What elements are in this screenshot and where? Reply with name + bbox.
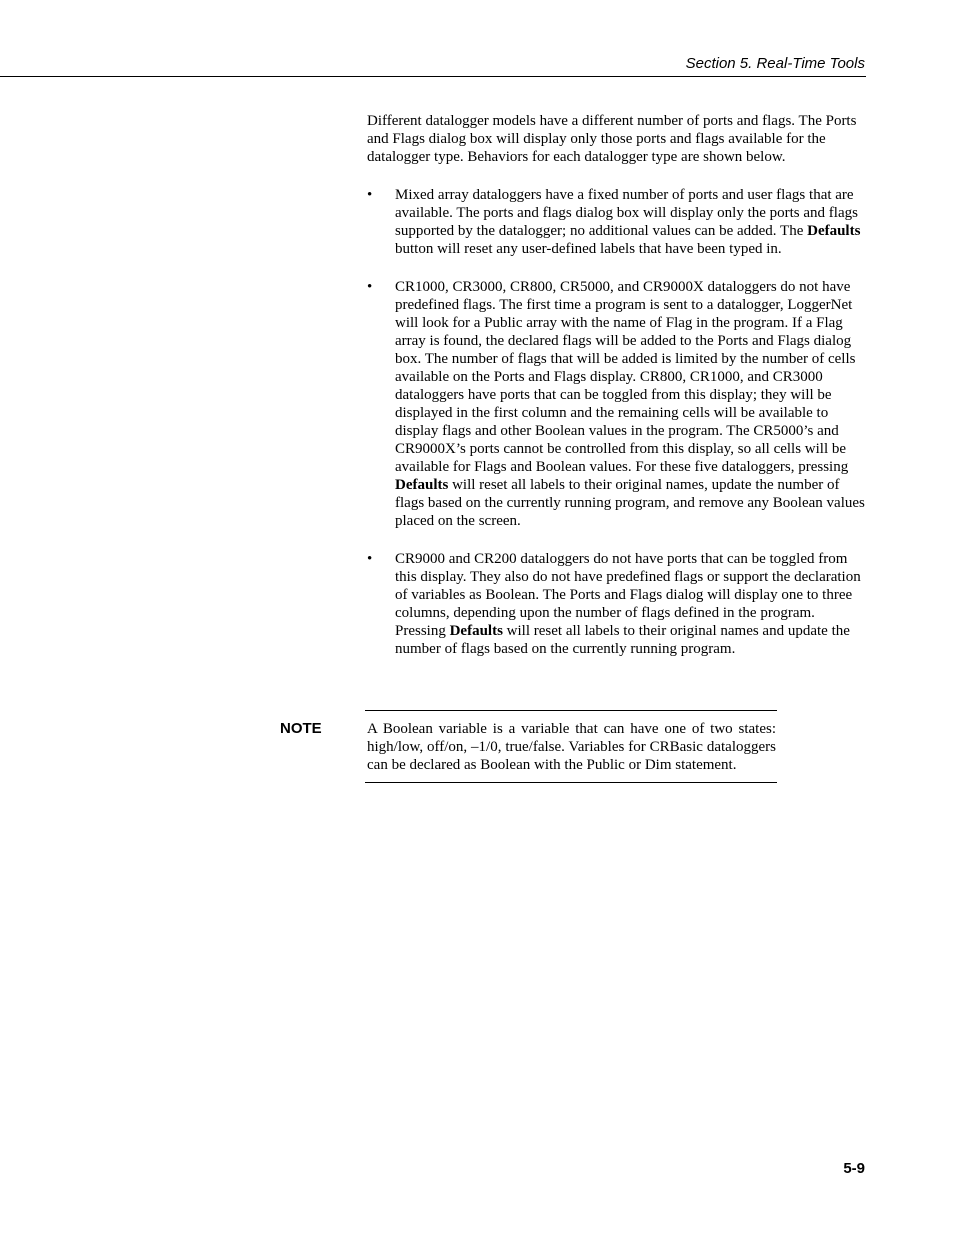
note-label: NOTE <box>280 720 322 737</box>
defaults-keyword: Defaults <box>807 223 861 239</box>
note-box <box>365 710 777 783</box>
list-item-cr9000-cr200 <box>367 550 867 658</box>
list-item-text-end: button will reset any user-defined labels that have been typed in. <box>395 241 782 257</box>
header-divider <box>0 76 866 77</box>
note-text: A Boolean variable is a variable that can have one of two states: high/low, off/on, –1/0, true/false. Variables for CRBasic dataloggers can be declared as Boolean with the Public or Dim statement. <box>367 721 776 773</box>
list-item-crbasic-loggers <box>367 278 867 530</box>
list-item-text-start: CR9000 and CR200 dataloggers do not have ports that can be toggled from this display. They also do not have predefined flags or support the declaration of variables as Boolean. The Ports and Flags dialog will display one to three columns, depending upon the number of flags defined in the program. Pressing <box>395 551 861 639</box>
defaults-keyword: Defaults <box>449 623 503 639</box>
list-item-text-start: Mixed array dataloggers have a fixed number of ports and user flags that are available. The ports and flags dialog box will display only the ports and flags supported by the datalogger; no additional values can be added. The <box>395 187 858 239</box>
datalogger-behavior-list <box>367 186 867 658</box>
bullet-icon: • <box>367 279 373 295</box>
intro-paragraph: Different datalogger models have a different number of ports and flags. The Ports and Flags dialog box will display only those ports and flags available for the datalogger type. Behaviors for each datalogger type are shown below. <box>367 113 857 165</box>
section-header-title: Section 5. Real-Time Tools <box>685 55 865 72</box>
list-item-text-end: will reset all labels to their original names and update the number of flags based on the currently running program. <box>395 623 850 657</box>
list-item-text-start: CR1000, CR3000, CR800, CR5000, and CR9000X dataloggers do not have predefined flags. The first time a program is sent to a datalogger, LoggerNet will look for a Public array with the name of Flag in the program. If a Flag array is found, the declared flags will be added to the Ports and Flags dialog box. The number of flags that will be added is limited by the number of cells available on the Ports and Flags display. CR800, CR1000, and CR3000 dataloggers have ports that can be toggled from this display; they will be displayed in the first column and the remaining cells will be available to display flags and other Boolean values in the program. The CR5000’s and CR9000X’s ports cannot be controlled from this display, so all cells will be available for Flags and Boolean values. For these five dataloggers, pressing <box>395 279 856 475</box>
main-content <box>367 112 867 678</box>
bullet-icon: • <box>367 187 373 203</box>
list-item-text-end: will reset all labels to their original names, update the number of flags based on the currently running program, and remove any Boolean values placed on the screen. <box>395 477 865 529</box>
bullet-icon: • <box>367 551 373 567</box>
list-item-mixed-array <box>367 186 867 258</box>
defaults-keyword: Defaults <box>395 477 449 493</box>
page-number: 5-9 <box>843 1160 865 1177</box>
